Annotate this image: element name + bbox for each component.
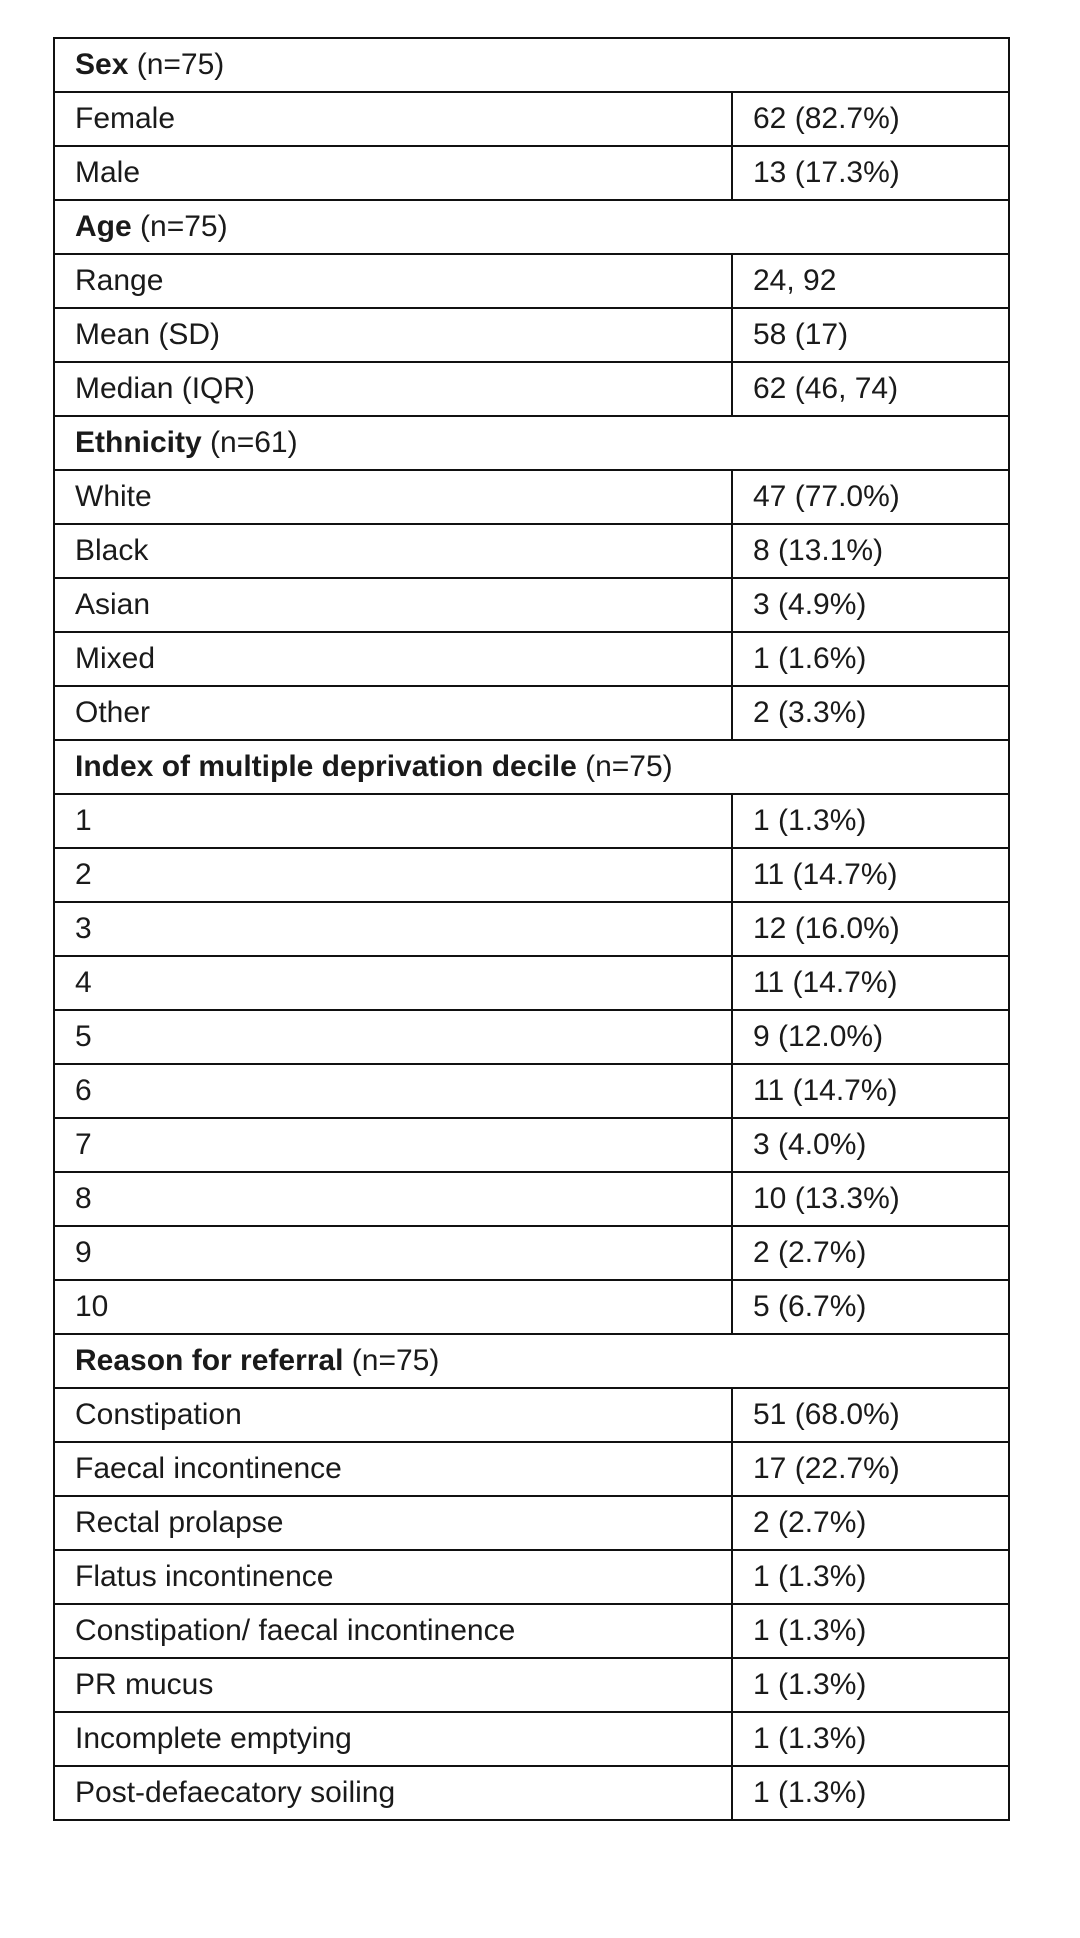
table-row <box>54 848 1009 902</box>
row-value: 2 (3.3%) <box>732 686 1009 740</box>
row-label: Female <box>54 92 732 146</box>
section-header-index-of-multiple-deprivation-decile <box>54 740 1009 794</box>
section-header-age <box>54 200 1009 254</box>
row-value: 1 (1.3%) <box>732 1550 1009 1604</box>
row-label: Other <box>54 686 732 740</box>
table-row <box>54 956 1009 1010</box>
table-row <box>54 146 1009 200</box>
section-title: Index of multiple deprivation decile <box>75 750 577 783</box>
row-value: 9 (12.0%) <box>732 1010 1009 1064</box>
section-count: (n=75) <box>585 750 673 783</box>
table-row <box>54 1766 1009 1820</box>
row-label: 3 <box>54 902 732 956</box>
row-label: White <box>54 470 732 524</box>
table-body <box>54 38 1009 1820</box>
row-value: 1 (1.3%) <box>732 1766 1009 1820</box>
table-row <box>54 1010 1009 1064</box>
table-row <box>54 362 1009 416</box>
row-label: 6 <box>54 1064 732 1118</box>
row-value: 12 (16.0%) <box>732 902 1009 956</box>
section-count: (n=75) <box>351 1344 440 1377</box>
row-value: 58 (17) <box>732 308 1009 362</box>
section-title: Age <box>75 210 132 243</box>
row-label: 4 <box>54 956 732 1010</box>
table-row <box>54 470 1009 524</box>
row-label: Asian <box>54 578 732 632</box>
table-row <box>54 794 1009 848</box>
row-value: 2 (2.7%) <box>732 1226 1009 1280</box>
row-value: 5 (6.7%) <box>732 1280 1009 1334</box>
row-label: Black <box>54 524 732 578</box>
section-header-cell <box>54 38 1009 92</box>
section-header-cell <box>54 1334 1009 1388</box>
table-row <box>54 254 1009 308</box>
row-value: 2 (2.7%) <box>732 1496 1009 1550</box>
table-row <box>54 1550 1009 1604</box>
table-row <box>54 686 1009 740</box>
row-label: Mixed <box>54 632 732 686</box>
table-row <box>54 632 1009 686</box>
row-label: Mean (SD) <box>54 308 732 362</box>
section-header-cell <box>54 740 1009 794</box>
section-header-reason-for-referral <box>54 1334 1009 1388</box>
row-value: 3 (4.0%) <box>732 1118 1009 1172</box>
row-value: 13 (17.3%) <box>732 146 1009 200</box>
section-header-ethnicity <box>54 416 1009 470</box>
row-value: 17 (22.7%) <box>732 1442 1009 1496</box>
row-value: 1 (1.3%) <box>732 1658 1009 1712</box>
table-row <box>54 1172 1009 1226</box>
section-title: Reason for referral <box>75 1344 344 1377</box>
section-title: Sex <box>75 48 129 81</box>
row-label: 8 <box>54 1172 732 1226</box>
section-count: (n=75) <box>136 48 225 81</box>
row-label: Post-defaecatory soiling <box>54 1766 732 1820</box>
table-row <box>54 1442 1009 1496</box>
section-header-cell <box>54 200 1009 254</box>
table-row <box>54 578 1009 632</box>
row-value: 11 (14.7%) <box>732 848 1009 902</box>
row-value: 47 (77.0%) <box>732 470 1009 524</box>
row-value: 10 (13.3%) <box>732 1172 1009 1226</box>
row-label: 2 <box>54 848 732 902</box>
row-label: Male <box>54 146 732 200</box>
row-value: 1 (1.3%) <box>732 794 1009 848</box>
row-value: 62 (82.7%) <box>732 92 1009 146</box>
row-value: 3 (4.9%) <box>732 578 1009 632</box>
row-label: 1 <box>54 794 732 848</box>
row-value: 1 (1.3%) <box>732 1712 1009 1766</box>
table-row <box>54 524 1009 578</box>
table-row <box>54 1604 1009 1658</box>
row-label: Incomplete emptying <box>54 1712 732 1766</box>
row-value: 8 (13.1%) <box>732 524 1009 578</box>
row-value: 51 (68.0%) <box>732 1388 1009 1442</box>
table-row <box>54 1118 1009 1172</box>
row-label: Constipation <box>54 1388 732 1442</box>
row-label: Median (IQR) <box>54 362 732 416</box>
table-row <box>54 1280 1009 1334</box>
table-row <box>54 1064 1009 1118</box>
table-row <box>54 92 1009 146</box>
table-row <box>54 1712 1009 1766</box>
row-label: 9 <box>54 1226 732 1280</box>
row-label: 5 <box>54 1010 732 1064</box>
table-row <box>54 1496 1009 1550</box>
section-header-cell <box>54 416 1009 470</box>
section-title: Ethnicity <box>75 426 202 459</box>
row-label: Constipation/ faecal incontinence <box>54 1604 732 1658</box>
table-row <box>54 902 1009 956</box>
row-label: 7 <box>54 1118 732 1172</box>
row-label: Rectal prolapse <box>54 1496 732 1550</box>
table-row <box>54 1226 1009 1280</box>
table-row <box>54 308 1009 362</box>
row-value: 11 (14.7%) <box>732 1064 1009 1118</box>
row-label: 10 <box>54 1280 732 1334</box>
row-value: 62 (46, 74) <box>732 362 1009 416</box>
row-label: Range <box>54 254 732 308</box>
row-label: PR mucus <box>54 1658 732 1712</box>
demographics-table <box>53 37 1010 1821</box>
table-row <box>54 1388 1009 1442</box>
row-label: Flatus incontinence <box>54 1550 732 1604</box>
row-value: 1 (1.3%) <box>732 1604 1009 1658</box>
row-value: 24, 92 <box>732 254 1009 308</box>
row-value: 1 (1.6%) <box>732 632 1009 686</box>
section-header-sex <box>54 38 1009 92</box>
row-value: 11 (14.7%) <box>732 956 1009 1010</box>
section-count: (n=61) <box>210 426 298 459</box>
table-row <box>54 1658 1009 1712</box>
row-label: Faecal incontinence <box>54 1442 732 1496</box>
section-count: (n=75) <box>140 210 228 243</box>
